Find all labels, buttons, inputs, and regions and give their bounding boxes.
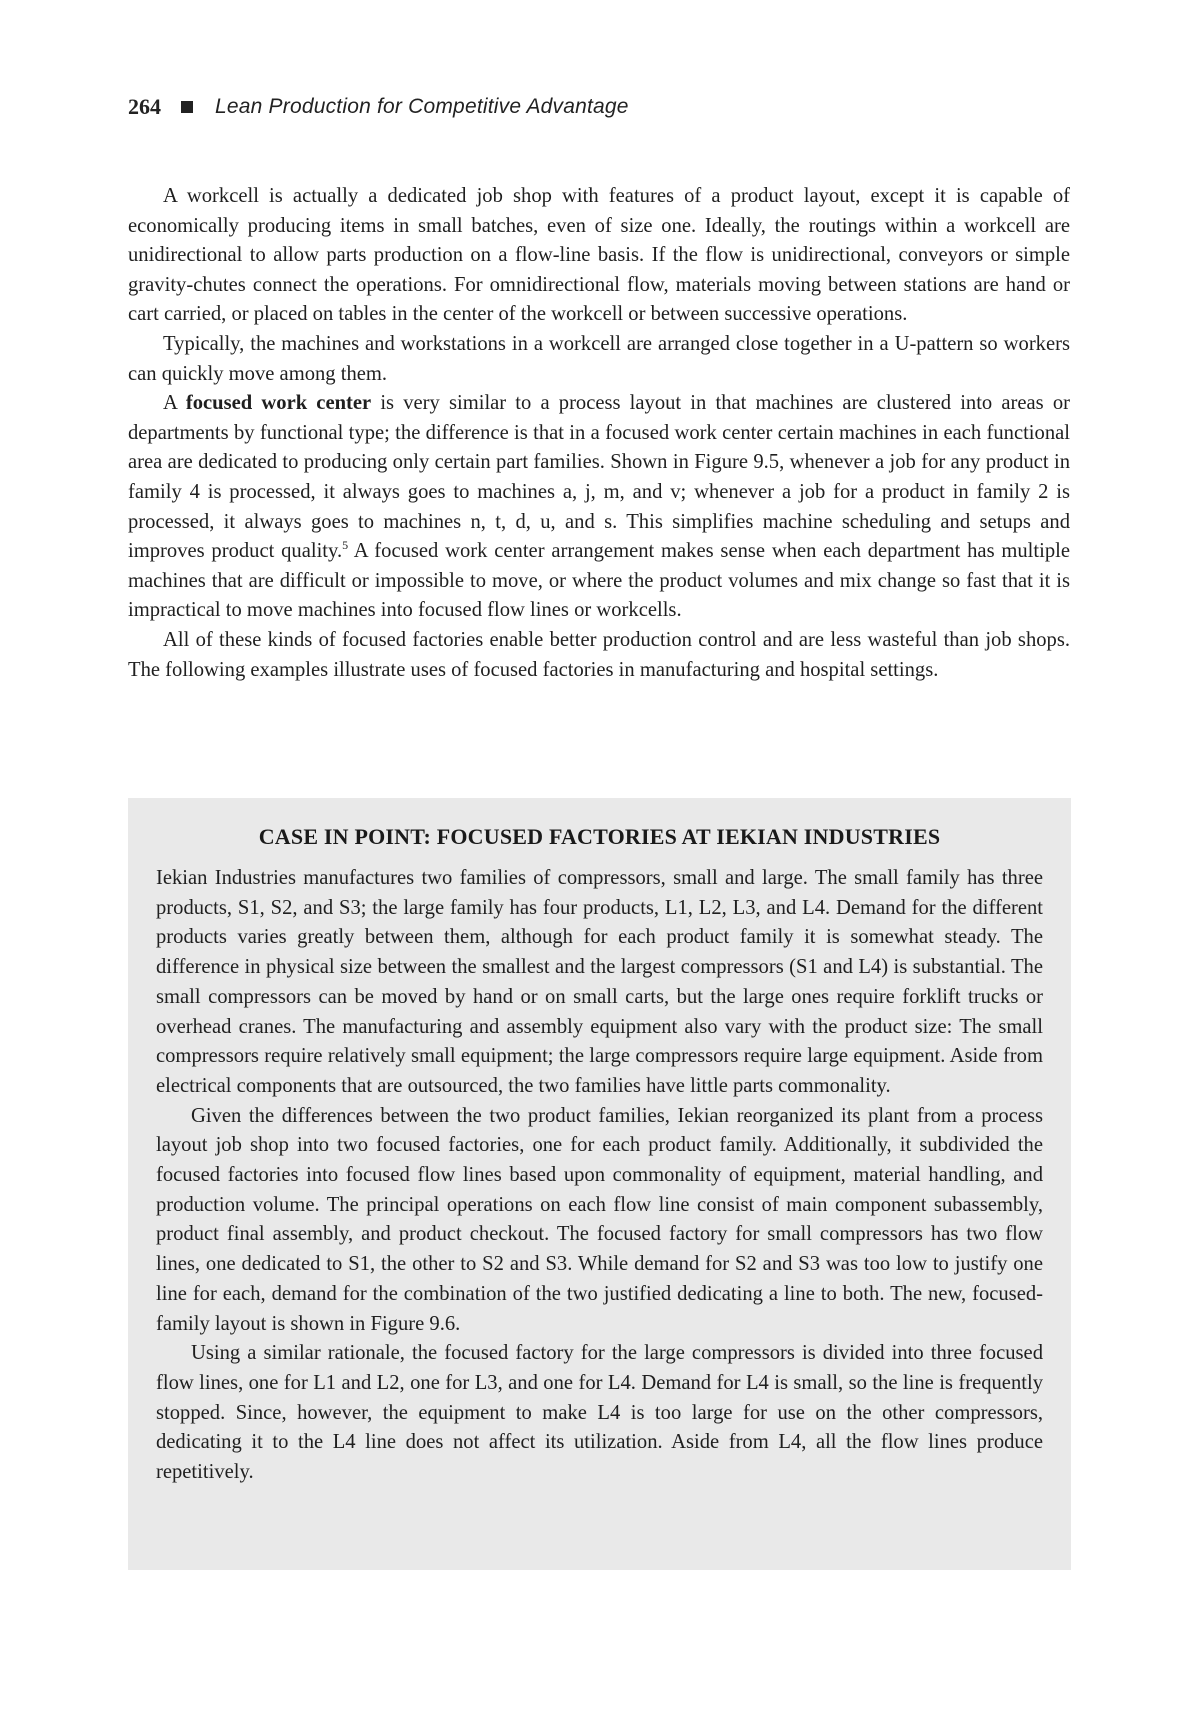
- case-paragraph-3: Using a similar rationale, the focused factory for the large compressors is divided into three focused flow lines, one for L1 and L2, one for L3, and one for L4. Demand for L4 is small, so the line is frequently stopped. Since, however, the equipment to make L4 is too large for use on the other compressors, dedicating it to the L4 line does not affect its utilization. Aside from L4, all the flow lines produce repetitively.: [156, 1342, 1043, 1484]
- running-title: Lean Production for Competitive Advantage: [215, 95, 629, 118]
- paragraph-focused-work-center-mid: is very similar to a process layout in that machines are clustered into areas or departments by functional type; the difference is that in a focused work center certain machines in each functional area are dedicated to producing only certain part families. Shown in Figure 9.5, whenever a job for any product in family 4 is processed, it always goes to machines a, j, m, and v; whenever a job for a product in family 2 is processed, it always goes to machines n, t, d, u, and s. This simplifies machine scheduling and setups and improves product quality.: [128, 392, 1070, 563]
- paragraph-focused-work-center-end: A focused work center arrangement makes sense when each department has multiple machines that are difficult or impossible to move, or where the product volumes and mix change so fast that it is impractical to move machines into focused flow lines or workcells.: [128, 540, 1071, 622]
- paragraph-workcell: A workcell is actually a dedicated job shop with features of a product layout, except it is capable of economically producing items in small batches, even of size one. Ideally, the routings within a workcell are unidirectional to allow parts production on a flow-line basis. If the flow is unidirectional, conveyors or simple gravity-chutes connect the operations. For omnidirectional flow, materials moving between stations are hand or cart carried, or placed on tables in the center of the workcell or between successive operations.: [128, 185, 1070, 326]
- case-in-point-box: [128, 798, 1071, 1570]
- term-focused-work-center: focused work center: [185, 392, 372, 415]
- paragraph-focused-work-center: [128, 389, 1070, 626]
- header-square-bullet: [181, 101, 193, 113]
- paragraph-u-pattern: Typically, the machines and workstations in a workcell are arranged close together in a U-pattern so workers can quickly move among them.: [128, 332, 1070, 385]
- case-text: [156, 864, 1043, 1488]
- page-number: 264: [128, 94, 161, 119]
- body-text: [128, 182, 1070, 685]
- paragraph-focused-work-center-start: A: [163, 392, 186, 415]
- case-title: CASE IN POINT: FOCUSED FACTORIES AT IEKIAN INDUSTRIES: [258, 824, 941, 849]
- footnote-marker[interactable]: 5: [342, 538, 349, 553]
- case-paragraph-1: Iekian Industries manufactures two families of compressors, small and large. The small family has three products, S1, S2, and S3; the large family has four products, L1, L2, L3, and L4. Demand for the different products varies greatly between them, although for each product family it is somewhat steady. The difference in physical size between the smallest and the largest compressors (S1 and L4) is substantial. The small compressors can be moved by hand or on small carts, but the large ones require forklift trucks or overhead cranes. The manufacturing and assembly equipment also vary with the product size: The small compressors require relatively small equipment; the large compressors require large equipment. Aside from electrical components that are outsourced, the two families have little parts commonality.: [156, 867, 1043, 1097]
- page-header: [128, 92, 1088, 122]
- case-paragraph-2: Given the differences between the two product families, Iekian reorganized its plant from a process layout job shop into two focused factories, one for each product family. Additionally, it subdivided the focused factories into focused flow lines based upon commonality of equipment, material handling, and production volume. The principal operations on each flow line consist of main component subassembly, product final assembly, and product checkout. The focused factory for small compressors has two flow lines, one dedicated to S1, the other to S2 and S3. While demand for S2 and S3 was too low to justify one line for each, demand for the combination of the two justified dedicating a line to both. The new, focused-family layout is shown in Figure 9.6.: [156, 1104, 1043, 1335]
- paragraph-focused-factories: All of these kinds of focused factories enable better production control and are less wasteful than job shops. The following examples illustrate uses of focused factories in manufacturing and hospital settings.: [128, 628, 1070, 681]
